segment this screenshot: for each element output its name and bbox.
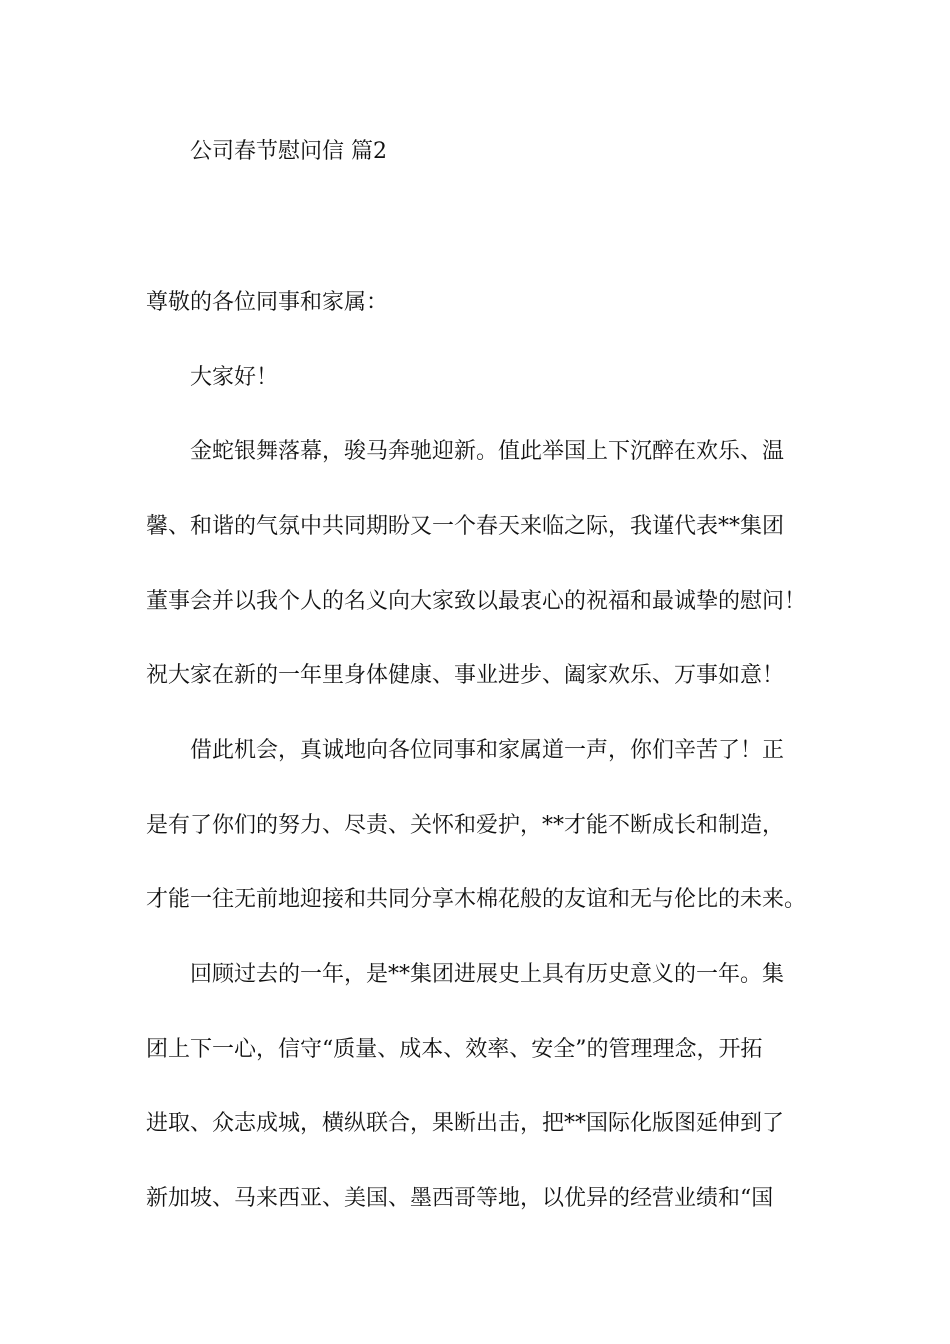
paragraph-line: 董事会并以我个人的名义向大家致以最衷心的祝福和最诚挚的慰问！ — [146, 589, 807, 614]
paragraph-line: 团上下一心，信守“质量、成本、效率、安全”的管理理念，开拓 — [146, 1037, 763, 1062]
paragraph-line: 金蛇银舞落幕，骏马奔驰迎新。值此举国上下沉醉在欢乐、温 — [190, 439, 785, 464]
paragraph-line: 回顾过去的一年，是**集团进展史上具有历史意义的一年。集 — [190, 962, 785, 987]
paragraph-line: 才能一往无前地迎接和共同分享木棉花般的友谊和无与伦比的未来。 — [146, 887, 807, 912]
document-title: 公司春节慰问信 篇2 — [190, 139, 387, 164]
paragraph-line: 借此机会，真诚地向各位同事和家属道一声，你们辛苦了！正 — [190, 738, 785, 763]
paragraph-line: 进取、众志成城，横纵联合，果断出击，把**国际化版图延伸到了 — [146, 1111, 785, 1136]
greeting: 大家好！ — [190, 365, 279, 390]
paragraph-line: 馨、和谐的气氛中共同期盼又一个春天来临之际，我谨代表**集团 — [146, 514, 785, 539]
paragraph-line: 是有了你们的努力、尽责、关怀和爱护，**才能不断成长和制造， — [146, 813, 785, 838]
paragraph-line: 新加坡、马来西亚、美国、墨西哥等地，以优异的经营业绩和“国 — [146, 1186, 774, 1211]
paragraph-line: 祝大家在新的一年里身体健康、事业进步、阖家欢乐、万事如意！ — [146, 663, 785, 688]
salutation: 尊敬的各位同事和家属： — [146, 290, 389, 315]
